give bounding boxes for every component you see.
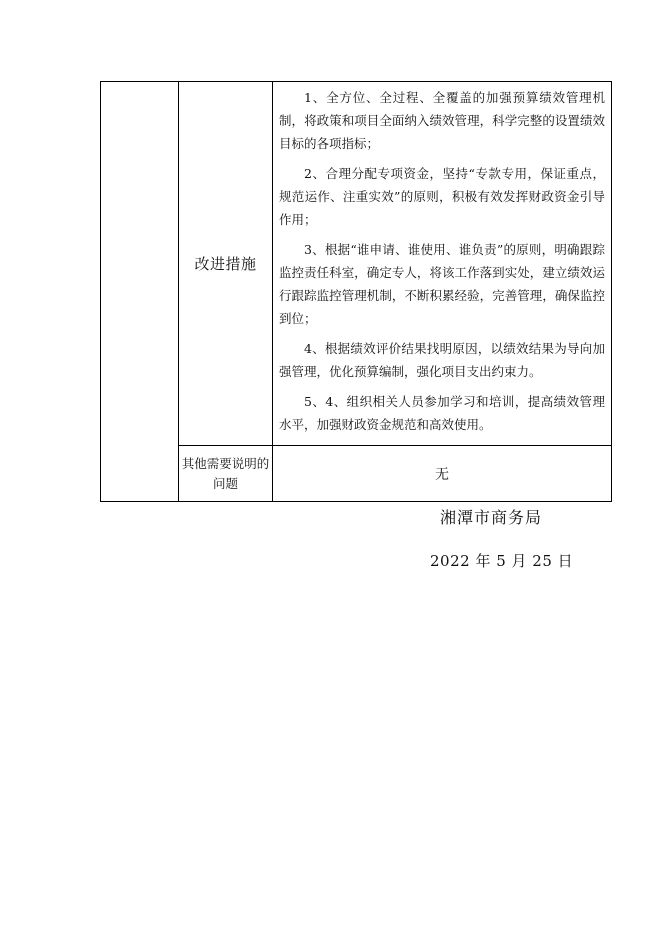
signature-date: 2022 年 5 月 25 日 [430,552,574,570]
improvement-measures-label: 改进措施 [179,82,273,446]
other-issues-value: 无 [273,446,612,502]
measure-item-2: 2、合理分配专项资金，坚持“专款专用，保证重点，规范运作、注重实效”的原则，积极有效发挥财政资金引导作用； [279,166,605,227]
evaluation-table [100,81,612,502]
improvement-measures-content [273,82,612,446]
measure-item-3: 3、根据“谁申请、谁使用、谁负责”的原则，明确跟踪监控责任科室，确定专人，将该工作落到实处，建立绩效运行跟踪监控管理机制，不断积累经验，完善管理，确保监控到位； [279,242,605,326]
improvement-measures-row [101,82,612,446]
measure-item-1: 1、全方位、全过程、全覆盖的加强预算绩效管理机制，将政策和项目全面纳入绩效管理，科学完整的设置绩效目标的各项指标； [279,90,605,151]
measure-item-4: 4、根据绩效评价结果找明原因，以绩效结果为导向加强管理，优化预算编制，强化项目支出约束力。 [279,341,605,379]
category-cell [101,82,179,502]
measure-item-5: 5、4、组织相关人员参加学习和培训，提高绩效管理水平，加强财政资金规范和高效使用。 [279,394,605,432]
other-issues-label: 其他需要说明的问题 [179,446,273,502]
signature-organization: 湘潭市商务局 [440,508,543,527]
